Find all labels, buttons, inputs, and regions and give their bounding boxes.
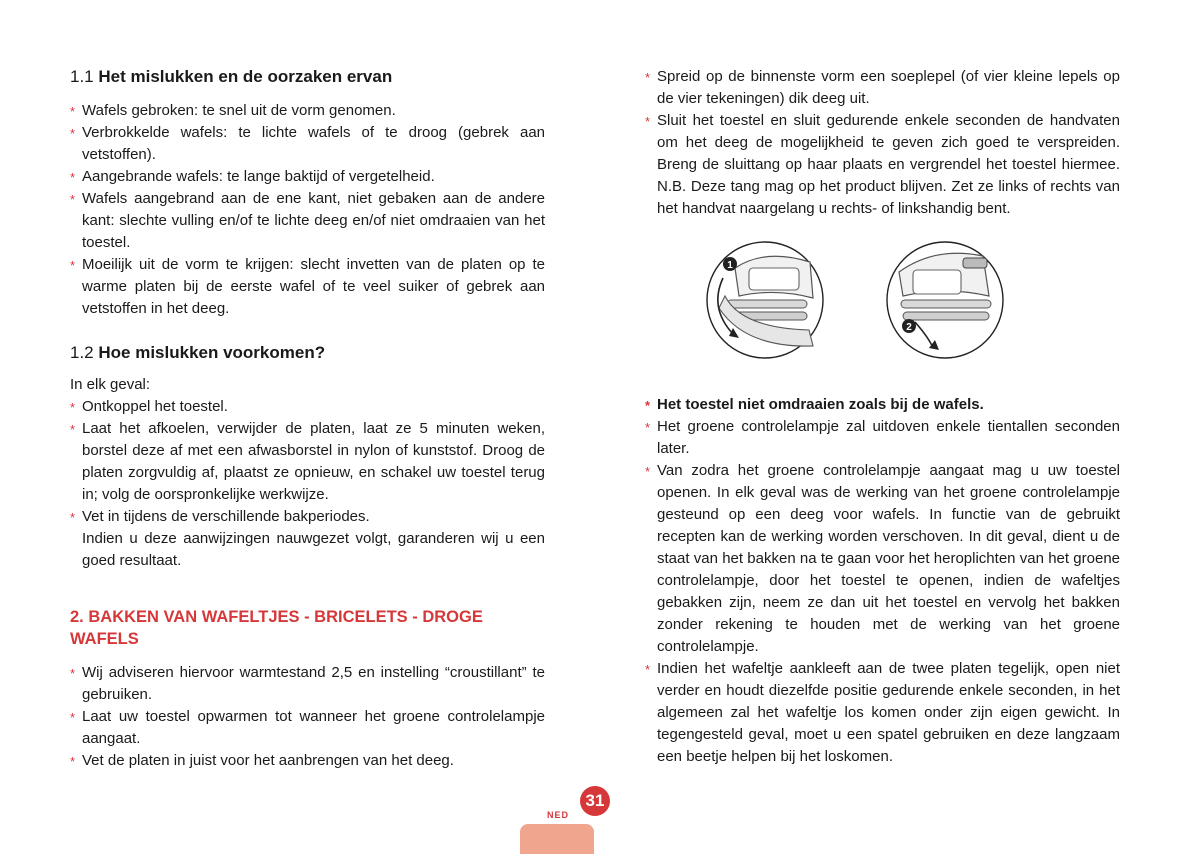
bullet-star-icon: * — [645, 70, 651, 85]
section-title: Het mislukken en de oorzaken ervan — [98, 67, 393, 86]
closing-clamp-illustration-step-2 — [885, 238, 1005, 362]
list-item: * Aangebrande wafels: te lange baktijd of vergetelheid. — [70, 166, 545, 188]
list-item: * Moeilijk uit de vorm te krijgen: slecht invetten van de platen op te warme platen bij de eerste wafel of te veel suiker of gebrek aan vetstoffen in het deeg. — [70, 256, 545, 317]
right-column — [645, 66, 1120, 768]
list-item: * Wij adviseren hiervoor warmtestand 2,5 en instelling “croustillant” te gebruiken. — [70, 664, 545, 703]
list-item: * Van zodra het groene controlelampje aangaat mag u uw toestel openen. In elk geval was de werking van het groene controlelampje gesteund op een deeg voor wafels. In functie van de gebruikt recepten kan de werking worden verschoven. In dit geval, dient u de staat van het bakken na te gaan voor het heroplichten van het groene controlelampje, door het toestel te openen, indien de wafeltjes gebakken zijn, neem ze dan uit het toestel en vervolg het bakken zonder rekening te houden met de werking van het groene controlelampje. — [645, 462, 1120, 655]
list-item: * Het groene controlelampje zal uitdoven enkele tientallen seconden later. — [645, 418, 1120, 457]
list-item: * Vet de platen in juist voor het aanbrengen van het deeg. — [70, 750, 545, 772]
list-item: * Indien het wafeltje aankleeft aan de twee platen tegelijk, open niet verder en houdt diezelfde positie gedurende enkele seconden, in het algemeen zal het wafeltje los komen onder zijn eigen gewicht. In tegengesteld geval, moet u een spatel gebruiken en deze langzaam een beetje helpen bij het loskomen. — [645, 660, 1120, 765]
bullet-star-icon: * — [70, 422, 76, 437]
bullet-star-icon: * — [70, 666, 76, 681]
bullet-star-icon: * — [70, 710, 76, 725]
prevention-list — [70, 396, 545, 528]
failure-list — [70, 100, 545, 320]
section-number: 2. — [70, 608, 84, 626]
list-item: * Verbrokkelde wafels: te lichte wafels of te droog (gebrek aan vetstoffen). — [70, 124, 545, 163]
closing-clamp-illustration-step-1 — [705, 238, 825, 362]
section-number: 1.2 — [70, 343, 94, 362]
bullet-star-icon: * — [70, 170, 76, 185]
instruction-list-bottom — [645, 394, 1120, 768]
list-item-bold: * Het toestel niet omdraaien zoals bij de wafels. — [645, 394, 1120, 416]
bullet-star-icon: * — [645, 464, 651, 479]
language-label: NED — [546, 810, 569, 820]
section-1-1-heading — [70, 66, 545, 88]
intro-text: In elk geval: — [70, 376, 151, 393]
list-item: * Vet in tijdens de verschillende bakperiodes. — [70, 506, 545, 528]
instruction-list-top — [645, 66, 1120, 220]
bullet-star-icon: * — [70, 258, 76, 273]
bullet-star-icon: * — [70, 400, 76, 415]
list-item: * Laat uw toestel opwarmen tot wanneer het groene controlelampje aangaat. — [70, 708, 545, 747]
closing-text: Indien u deze aanwijzingen nauwgezet volgt, garanderen wij u een goed resultaat. — [82, 530, 545, 569]
section-2-heading — [70, 606, 545, 650]
bullet-star-icon: * — [645, 398, 651, 413]
list-item: * Ontkoppel het toestel. — [70, 396, 545, 418]
bullet-star-icon: * — [70, 510, 76, 525]
bullet-star-icon: * — [70, 126, 76, 141]
bullet-star-icon: * — [70, 192, 76, 207]
baking-list — [70, 662, 545, 772]
left-column — [70, 66, 545, 772]
section-1-2-heading — [70, 342, 545, 364]
section-title: BAKKEN VAN WAFELTJES - BRICELETS - DROGE WAFELS — [70, 608, 483, 648]
bullet-star-icon: * — [645, 114, 651, 129]
bullet-star-icon: * — [70, 104, 76, 119]
list-item: * Wafels aangebrand aan de ene kant, niet gebaken aan de andere kant: slechte vulling en/of te lichte deeg en/of niet omdraaien van het toestel. — [70, 190, 545, 251]
illustrations — [645, 238, 1120, 370]
section-title: Hoe mislukken voorkomen? — [98, 343, 326, 362]
list-item: * Laat het afkoelen, verwijder de platen, laat ze 5 minuten weken, borstel deze af met een afwasborstel in nylon of kunststof. Droog de platen zorgvuldig af, plaatst ze opnieuw, en schakel uw toestel terug in; volg de oorspronkelijke werkwijze. — [70, 420, 545, 503]
bullet-star-icon: * — [70, 754, 76, 769]
page-number: 31 — [580, 786, 610, 816]
step-1-label: 1 — [727, 260, 733, 271]
list-item: * Spreid op de binnenste vorm een soeplepel (of vier kleine lepels op de vier tekeningen) dik deeg uit. — [645, 68, 1120, 107]
list-item: * Sluit het toestel en sluit gedurende enkele seconden de handvaten om het deeg de mogelijkheid te geven zich goed te verspreiden. Breng de sluittang op haar plaats en vergrendel het toestel hiermee. N.B. Deze tang mag op het product blijven. Zet ze links of rechts van het handvat naargelang u rechts- of linkshandig bent. — [645, 112, 1120, 217]
bullet-star-icon: * — [645, 420, 651, 435]
list-item: * Wafels gebroken: te snel uit de vorm genomen. — [70, 100, 545, 122]
step-2-label: 2 — [906, 322, 912, 333]
bullet-star-icon: * — [645, 662, 651, 677]
section-number: 1.1 — [70, 67, 94, 86]
